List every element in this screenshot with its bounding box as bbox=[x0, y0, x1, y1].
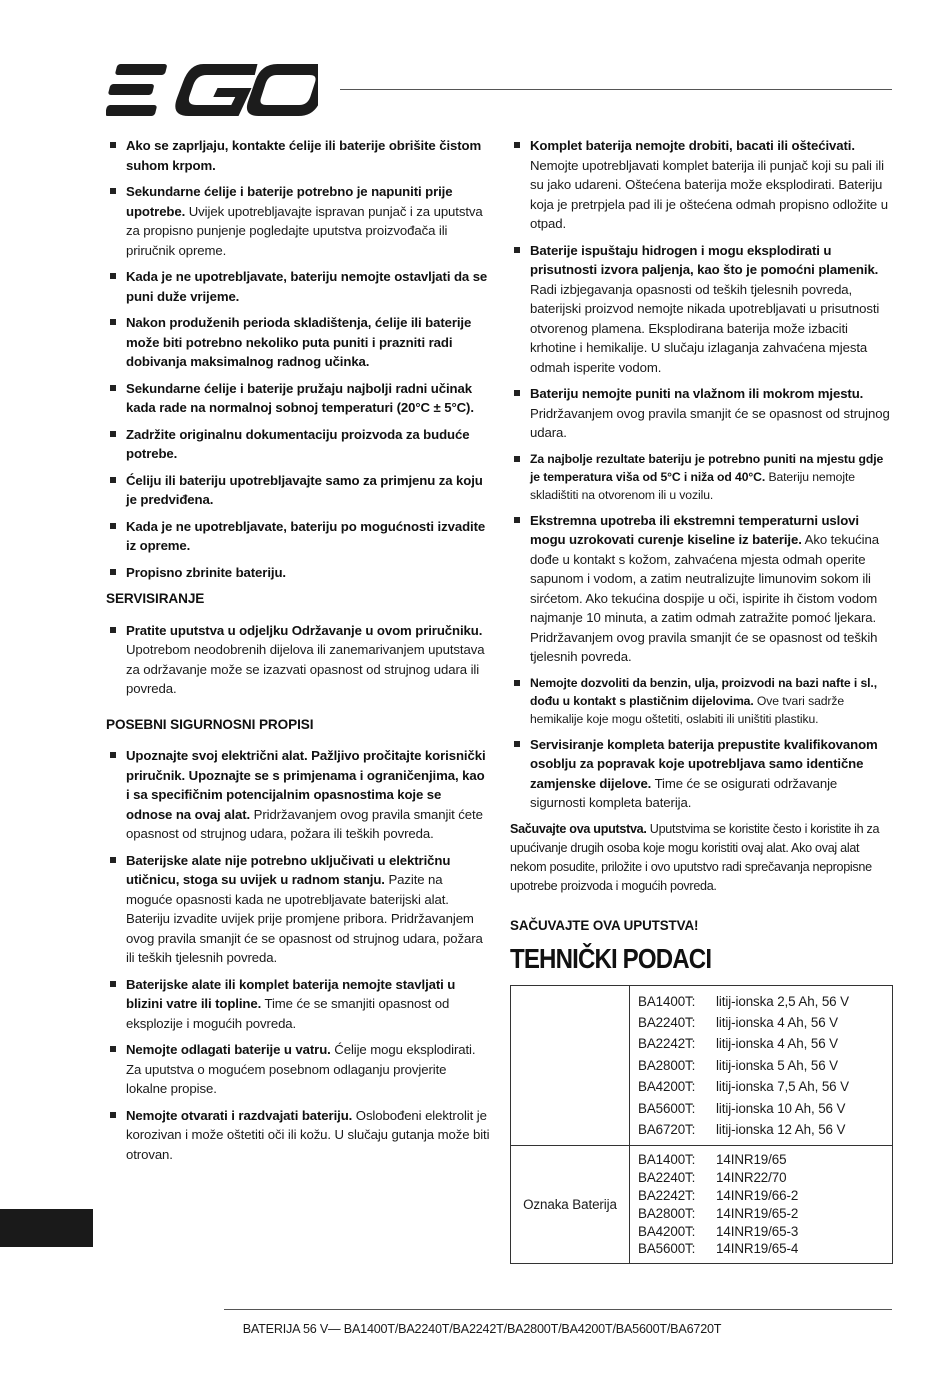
list-item: Baterijske alate nije potrebno uključivati u električnu utičnicu, stoga su uvijek u radnom stanju. Pazite na moguće opasnosti kada ne upotrebljavate baterijski alat. Bateriju izvadite uvijek prije promjene pribora. Pridržavanjem ovog pravila smanjit će se opasnost od strujnog udara, požara ili teških tjelesnih povreda. bbox=[106, 851, 490, 968]
special-safety-list bbox=[106, 746, 490, 1164]
list-item: Baterijske alate ili komplet baterija nemojte stavljati u blizini vatre ili topline. Time će se smanjiti opasnost od eksplozije i mogućih povreda. bbox=[106, 975, 490, 1034]
list-item: Propisno zbrinite bateriju. bbox=[106, 563, 490, 583]
list-item: Sekundarne ćelije i baterije potrebno je napuniti prije upotrebe. Uvijek upotrebljavajte ispravan punjač i za uputstva za propisno punjenje pogledajte uputstva proizvođača ili priručnik opreme. bbox=[106, 182, 490, 260]
servicing-heading: SERVISIRANJE bbox=[106, 591, 205, 606]
battery-safety-list bbox=[510, 136, 895, 813]
spec-line: BA1400T: 14INR19/65 bbox=[638, 1152, 787, 1168]
header-rule bbox=[340, 89, 892, 90]
save-instructions-caps: SAČUVAJTE OVA UPUTSTVA! bbox=[510, 917, 699, 933]
list-item: Bateriju nemojte puniti na vlažnom ili mokrom mjestu. Pridržavanjem ovog pravila smanjit će se opasnost od strujnog udara. bbox=[510, 384, 895, 443]
list-item: Zadržite originalnu dokumentaciju proizvoda za buduće potrebe. bbox=[106, 425, 490, 464]
spec-table bbox=[510, 985, 893, 1265]
table-row bbox=[511, 985, 893, 1146]
spec-row-label bbox=[511, 985, 630, 1146]
list-item: Nemojte otvarati i razdvajati bateriju. Oslobođeni elektrolit je korozivan i može oštetiti oči ili kožu. U slučaju gutanja može biti otrovan. bbox=[106, 1106, 490, 1165]
spec-values bbox=[630, 1146, 893, 1264]
spec-line: BA6720T: litij-ionska 12 Ah, 56 V bbox=[638, 1121, 846, 1137]
list-item: Ako se zaprljaju, kontakte ćelije ili baterije obrišite čistom suhom krpom. bbox=[106, 136, 490, 175]
list-item: Servisiranje kompleta baterija prepustite kvalifikovanom osoblju za popravak koje upotrebljava samo identične zamjenske dijelove. Time će se osigurati održavanje sigurnosti kompleta baterija. bbox=[510, 735, 895, 813]
list-item: Sekundarne ćelije i baterije pružaju najbolji radni učinak kada rade na normalnoj sobnoj temperaturi (20°C ± 5°C). bbox=[106, 379, 490, 418]
spec-line: BA4200T: litij-ionska 7,5 Ah, 56 V bbox=[638, 1079, 849, 1095]
spec-line: BA2800T: 14INR19/65-2 bbox=[638, 1205, 799, 1221]
spec-line: BA5600T: 14INR19/65-4 bbox=[638, 1241, 799, 1257]
list-item: Ćeliju ili bateriju upotrebljavajte samo za primjenu za koju je predviđena. bbox=[106, 471, 490, 510]
spec-line: BA5600T: litij-ionska 10 Ah, 56 V bbox=[638, 1100, 846, 1116]
spec-line: BA1400T: litij-ionska 2,5 Ah, 56 V bbox=[638, 993, 849, 1009]
spec-line: BA2240T: 14INR22/70 bbox=[638, 1170, 787, 1186]
spec-line: BA2242T: litij-ionska 4 Ah, 56 V bbox=[638, 1036, 839, 1052]
list-item: Kada je ne upotrebljavate, bateriju po mogućnosti izvadite iz opreme. bbox=[106, 517, 490, 556]
spec-values bbox=[630, 985, 893, 1146]
servicing-list bbox=[106, 621, 490, 699]
list-item: Baterije ispuštaju hidrogen i mogu eksplodirati u prisutnosti izvora paljenja, kao što je pomoćni plamenik. Radi izbjegavanja opasnosti od teških tjelesnih povreda, baterijski proizvod nemojte nikada upotrebljavati u prisutnosti otvorenog plamena. Eksplodirana baterija može izbaciti krhotine i hemikalije. U slučaju izlaganja zahvaćena mjesta odmah isperite vodom. bbox=[510, 241, 895, 378]
save-instructions-paragraph: Sačuvajte ova uputstva. Uputstvima se koristite često i koristite ih za upućivanje drugih osoba koje mogu koristiti ovaj alat. Ako ovaj alat nekom posudite, priložite i ovo uputstvo radi sprečavanja nepropisne upotrebe proizvoda i mogućih povreda. bbox=[510, 821, 880, 893]
page-edge-tab bbox=[0, 1209, 93, 1247]
list-item: Ekstremna upotreba ili ekstremni temperaturni uslovi mogu uzrokovati curenje kiseline iz baterije. Ako tekućina dođe u kontakt s kožom, zahvaćena mjesta odmah operite sapunom i vodom, a zatim neutralizujte limunovim sokom ili sirćetom. Ako tekućina dospije u oči, ispirite ih čistom vodom najmanje 10 minuta, a zatim odmah zatražite pomoć ljekara. Pridržavanjem ovog pravila smanjit će se opasnost od teških tjelesnih povreda. bbox=[510, 511, 895, 667]
technical-data-title: TEHNIČKI PODACI bbox=[510, 943, 712, 974]
list-item: Upoznajte svoj električni alat. Pažljivo pročitajte korisnički priručnik. Upoznajte se s primjenama i ograničenjima, kao i sa specifičnim potencijalnim opasnostima koje se odnose na ovaj alat. Pridržavanjem ovog pravila smanjit ćete opasnost od strujnog udara, požara ili teških povreda. bbox=[106, 746, 490, 844]
list-item: Komplet baterija nemojte drobiti, bacati ili oštećivati. Nemojte upotrebljavati komplet baterija ili punjač koji su pali ili su jako udareni. Oštećena baterija može eksplodirati. Bateriju koja je pretrpjela pad ili je oštećena odmah propisno odložite u otpad. bbox=[510, 136, 895, 234]
left-column bbox=[106, 136, 490, 1171]
ego-logo bbox=[106, 62, 318, 118]
spec-line: BA2800T: litij-ionska 5 Ah, 56 V bbox=[638, 1057, 839, 1073]
list-item: Nemojte odlagati baterije u vatru. Ćelije mogu eksplodirati. Za uputstva o mogućem posebnom odlaganju provjerite lokalne propise. bbox=[106, 1040, 490, 1099]
list-item: Kada je ne upotrebljavate, bateriju nemojte ostavljati da se puni duže vrijeme. bbox=[106, 267, 490, 306]
list-item: Za najbolje rezultate bateriju je potrebno puniti na mjestu gdje je temperatura viša od 5°C i niža od 40°C. Bateriju nemojte skladištiti na otvorenom ili u vozilu. bbox=[510, 450, 895, 504]
right-column bbox=[510, 136, 895, 1264]
special-safety-heading: POSEBNI SIGURNOSNI PROPISI bbox=[106, 716, 314, 732]
spec-line: BA4200T: 14INR19/65-3 bbox=[638, 1223, 799, 1239]
spec-line: BA2240T: litij-ionska 4 Ah, 56 V bbox=[638, 1014, 839, 1030]
spec-line: BA2242T: 14INR19/66-2 bbox=[638, 1187, 799, 1203]
page-footer: BATERIJA 56 V— BA1400T/BA2240T/BA2242T/BA2800T/BA4200T/BA5600T/BA6720T bbox=[242, 1322, 722, 1336]
list-item: Nakon produženih perioda skladištenja, ćelije ili baterije može biti potrebno nekoliko puta puniti i prazniti radi dobivanja maksimalnog radnog učinka. bbox=[106, 313, 490, 372]
spec-row-label: Oznaka Baterija bbox=[511, 1146, 630, 1264]
footer-rule bbox=[224, 1309, 892, 1310]
general-safety-list bbox=[106, 136, 490, 582]
list-item: Nemojte dozvoliti da benzin, ulja, proizvodi na bazi nafte i sl., dođu u kontakt s plastičnim dijelovima. Ove tvari sadrže hemikalije koje mogu oštetiti, oslabiti ili uništiti plastiku. bbox=[510, 674, 895, 728]
list-item: Pratite uputstva u odjeljku Održavanje u ovom priručniku. Upotrebom neodobrenih dijelova ili zanemarivanjem uputstava za održavanje može se izazvati opasnost od strujnog udara ili povreda. bbox=[106, 621, 490, 699]
table-row bbox=[511, 1146, 893, 1264]
